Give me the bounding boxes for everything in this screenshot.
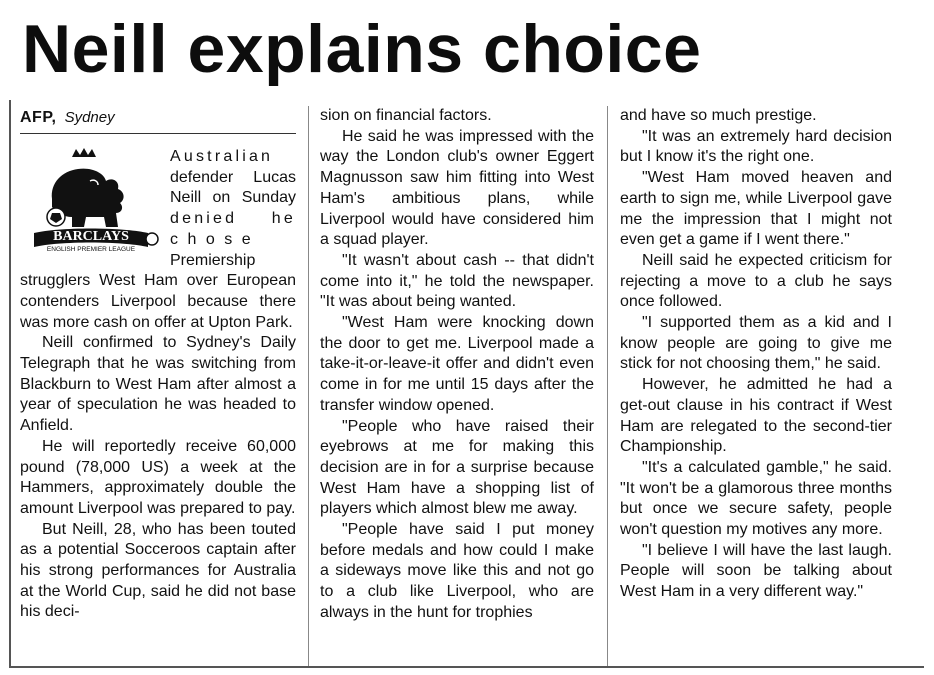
lead-line: Australian [170,148,274,165]
column-divider [607,106,608,666]
byline-city: Sydney [64,109,115,126]
paragraph: Neill said he expected criticism for rejecting a move to a club he says once followed. [620,251,892,311]
paragraph: "It was an extremely hard decision but I know it's the right one. [620,127,892,166]
lead-line: denied he [170,210,296,228]
paragraph: "It's a calculated gamble," he said. "It won't be a glamorous three months but once we secure safety, people won't question my motives any more. [620,458,892,539]
lead-line: defender Lucas [170,168,296,186]
bottom-border-rule [9,666,924,668]
paragraph: "I believe I will have the last laugh. People will soon be talking about West Ham in a very different way." [620,541,892,601]
logo-subtitle-text: ENGLISH PREMIER LEAGUE [46,246,136,253]
paragraph: "I supported them as a kid and I know people are going to give me stick for not choosing them," he said. [620,314,892,373]
paragraph: strugglers West Ham over European contenders Liverpool because there was more cash on offer at Upton Park. [20,272,296,331]
lead-line: Premiership [170,251,256,269]
left-border-rule [9,100,11,667]
logo-brand-text: BARCLAYS [53,229,129,244]
paragraph: "People have said I put money before medals and how could I make a sideways move like this and not go to a club like Liverpool, who are always in the hunt for trophies [320,521,594,621]
article-column-1 [20,147,296,623]
column-divider [308,106,309,666]
byline [20,108,115,128]
byline-rule [20,133,296,134]
paragraph: But Neill, 28, who has been touted as a potential Socceroos captain after his strong performances for Australia at the World Cup, said he did not base his deci- [20,520,296,621]
paragraph: "It wasn't about cash -- that didn't come into it," he told the newspaper. "It was about being wanted. [320,251,594,311]
paragraph: "People who have raised their eyebrows at me for making this decision are in for a surprise because West Ham have a shopping list of players which almost blew me away. [320,417,594,518]
article-column-3 [620,106,892,603]
headline: Neill explains choice [22,11,702,87]
article-column-2 [320,106,594,624]
paragraph: He said he was impressed with the way the London club's owner Eggert Magnusson saw him fitting into West Ham's ambitious plans, while Liverpool would have considered him a squad player. [320,127,594,249]
paragraph: He will reportedly receive 60,000 pound (78,000 US) a week at the Hammers, approximately double the amount Liverpool was prepared to pay. [20,437,296,517]
lead-line: chose [170,230,261,248]
premier-league-logo [20,147,162,257]
paragraph: sion on financial factors. [320,107,492,124]
paragraph: Neill confirmed to Sydney's Daily Telegraph that he was switching from Blackburn to West Ham after almost a year of speculation he was headed to Anfield. [20,334,296,435]
lion-crest-icon [20,147,162,257]
paragraph: However, he admitted he had a get-out clause in his contract if West Ham are relegated to the second-tier Championship. [620,376,892,456]
byline-agency: AFP, [20,109,57,126]
paragraph: "West Ham moved heaven and earth to sign me, while Liverpool gave me the impression that I might not even get a game if I went there." [620,169,892,249]
paragraph: and have so much prestige. [620,107,817,124]
paragraph: "West Ham were knocking down the door to get me. Liverpool made a take-it-or-leave-it offer and didn't even come in for me until 15 days after the transfer window opened. [320,314,594,414]
lead-line: Neill on Sunday [170,189,296,207]
